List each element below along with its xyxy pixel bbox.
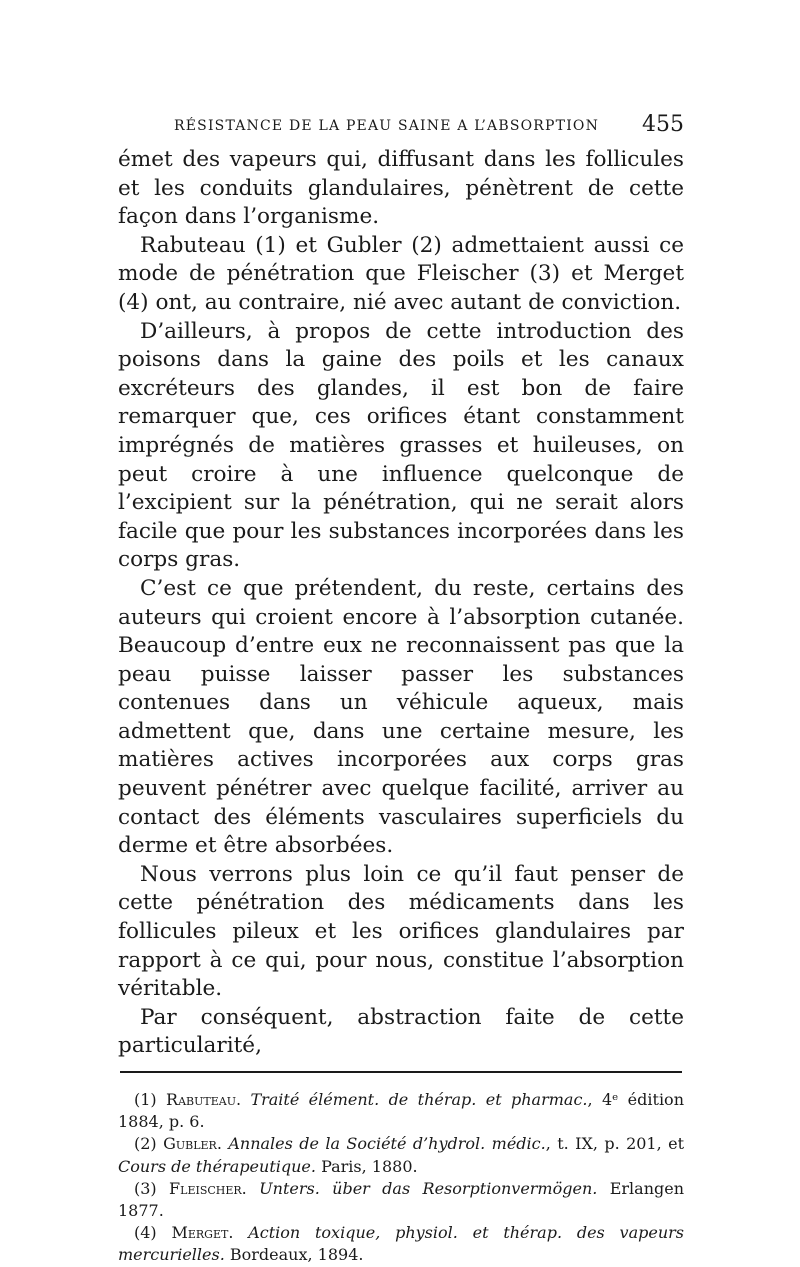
footnote-title: Unters. über das Resorptionvermögen. [259,1178,598,1198]
paragraph: Rabuteau (1) et Gubler (2) admettaient aussi ce mode de pénétration que Fleischer (3) et Merget (4) ont, au contraire, nié avec autant de conviction. [118,232,684,315]
footnote-author: Rabuteau. [166,1090,242,1109]
footnote-marker: (2) [134,1134,157,1154]
running-head [174,112,684,140]
footnote [118,1222,684,1266]
paragraph: Par conséquent, abstraction faite de cette particularité, [118,1004,684,1059]
footnote-author: Gubler. [163,1134,222,1154]
footnote-rest: Erlangen 1877. [118,1178,685,1221]
footnote-rest: , 4ᵉ édition 1884, p. 6. [118,1090,684,1132]
footnote-marker: (1) [134,1090,157,1109]
footnote-rest: Bordeaux, 1894. [224,1245,364,1265]
footnote-marker: (3) [134,1178,157,1198]
book-page [118,112,684,1267]
footnote-title: Action toxique, physiol. et thérap. des vapeurs mercurielles. [118,1223,684,1265]
footnote-author: Fleischer. [169,1178,247,1198]
footnote-rule [120,1071,682,1073]
footnote-author: Merget. [171,1223,234,1243]
footnote [118,1178,684,1222]
running-title: RÉSISTANCE DE LA PEAU SAINE A L’ABSORPTION [174,118,600,134]
footnote-rest: , t. IX, p. 201, et [545,1134,684,1154]
page-number: 455 [642,112,684,137]
footnote [118,1133,684,1177]
paragraph: émet des vapeurs qui, diffusant dans les follicules et les conduits glandulaires, pénètrent de cette façon dans l’organisme. [118,147,684,230]
paragraph: Nous verrons plus loin ce qu’il faut penser de cette pénétration des médicaments dans les follicules pileux et les orifices glandulaires par rapport à ce qui, pour nous, constitue l’absorption véritable. [118,861,684,1002]
footnote [118,1089,684,1133]
footnote-rest-secondary: Paris, 1880. [315,1156,418,1176]
footnote-marker: (4) [134,1223,157,1243]
footnote-title-secondary: Cours de thérapeutique. [118,1156,316,1176]
footnote-title: Annales de la Société d’hydrol. médic. [228,1134,546,1154]
footnotes [118,1089,684,1267]
body-text [118,146,684,1061]
paragraph: D’ailleurs, à propos de cette introduction des poisons dans la gaine des poils et les canaux excréteurs des glandes, il est bon de faire remarquer que, ces orifices étant constamment imprégnés de matières grasses et huileuses, on peut croire à une influence quelconque de l’excipient sur la pénétration, qui ne serait alors facile que pour les substances incorporées dans les corps gras. [118,318,684,573]
paragraph: C’est ce que prétendent, du reste, certains des auteurs qui croient encore à l’absorption cutanée. Beaucoup d’entre eux ne reconnaissent pas que la peau puisse laisser passer les substances contenues dans un véhicule aqueux, mais admettent que, dans une certaine mesure, les matières actives incorporées aux corps gras peuvent pénétrer avec quelque facilité, arriver au contact des éléments vasculaires superficiels du derme et être absorbées. [118,575,684,859]
footnote-title: Traité élément. de thérap. et pharmac. [250,1090,588,1109]
